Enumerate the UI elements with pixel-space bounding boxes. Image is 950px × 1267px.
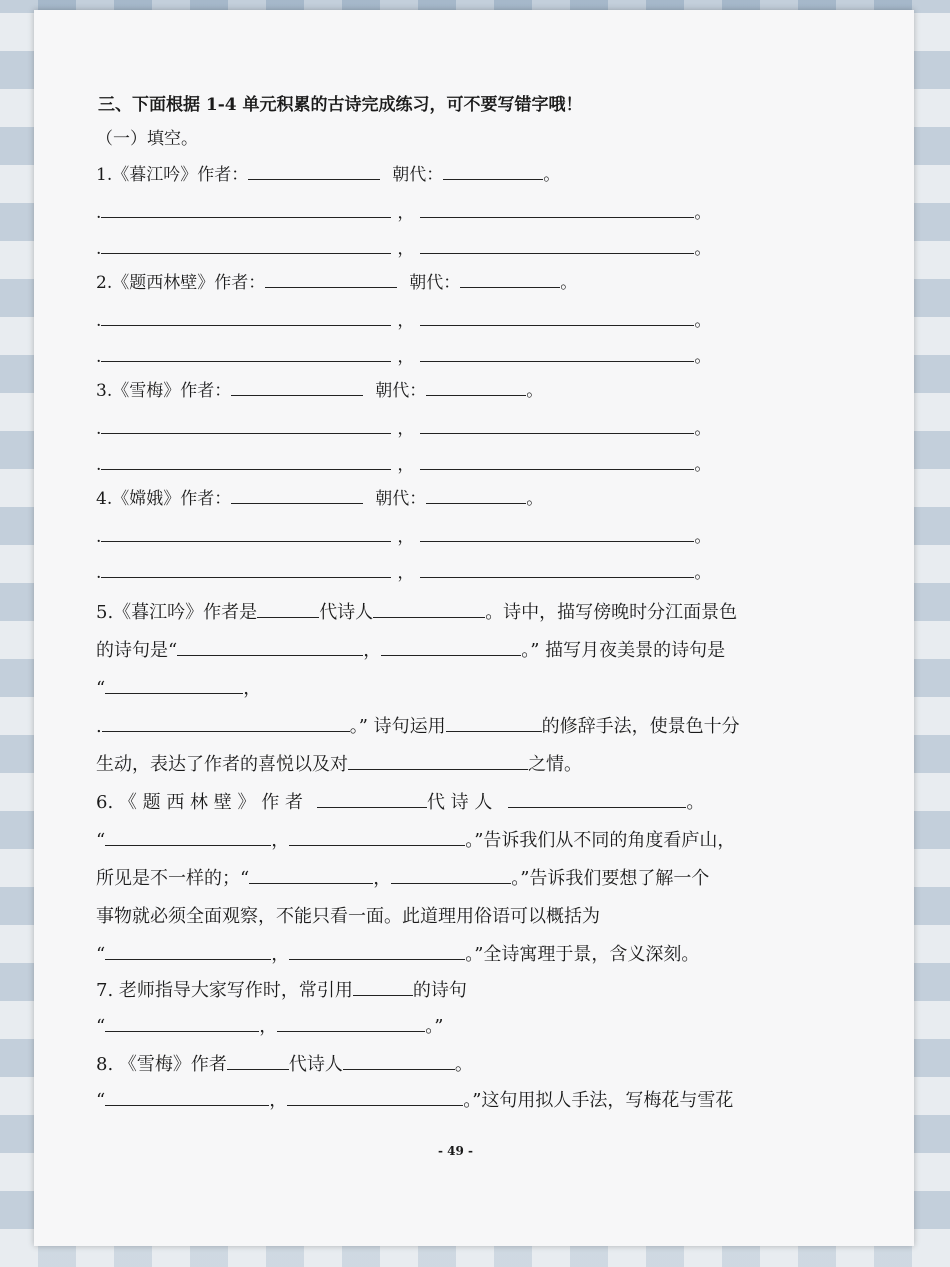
- poem-blank[interactable]: [420, 523, 694, 542]
- line-dot: .: [96, 455, 102, 475]
- item-1-author-blank[interactable]: [248, 161, 380, 180]
- q8-text-c: 。: [454, 1054, 473, 1075]
- q5-author-blank[interactable]: [373, 599, 485, 618]
- item-1-line-2: [96, 234, 711, 259]
- item-3-header: [96, 376, 543, 401]
- q7-poem-blank[interactable]: [353, 977, 413, 996]
- q6-poem-blank[interactable]: [289, 827, 465, 846]
- q8-poem-blank[interactable]: [287, 1087, 463, 1106]
- item-2-line-2: [96, 342, 711, 367]
- q6-text-d: “: [96, 830, 106, 851]
- q6-text-h: ，: [373, 868, 392, 889]
- period: 。: [694, 527, 712, 547]
- q5-text-a: 5.《暮江吟》作者是: [96, 602, 258, 623]
- section-title: 三、下面根据 1-4 单元积累的古诗完成练习，可不要写错字哦！: [98, 95, 583, 115]
- q6-text-b: 代 诗 人: [426, 792, 493, 813]
- q8-text-e: ，: [269, 1090, 288, 1111]
- q5-poem-blank[interactable]: [105, 675, 243, 694]
- q5-text-l: 生动，表达了作者的喜悦以及对: [96, 754, 348, 775]
- item-4-end: 。: [526, 489, 544, 509]
- item-4-author-blank[interactable]: [231, 485, 363, 504]
- q6-line-1: [96, 788, 704, 814]
- line-dot: .: [96, 311, 102, 331]
- q5-line-3: [96, 674, 261, 700]
- q6-poem-blank[interactable]: [391, 865, 511, 884]
- period: 。: [694, 311, 712, 331]
- poem-blank[interactable]: [101, 307, 391, 326]
- comma: ，: [397, 527, 415, 547]
- q8-line-2: [96, 1086, 733, 1112]
- q6-saying-blank[interactable]: [289, 941, 465, 960]
- poem-blank[interactable]: [420, 343, 694, 362]
- item-4-line-2: [96, 558, 711, 583]
- q7-line-1: [96, 976, 467, 1002]
- q5-text-f: 。” 描写月夜美景的诗句是: [521, 640, 726, 661]
- item-4-header: [96, 484, 543, 509]
- poem-blank[interactable]: [101, 235, 391, 254]
- poem-blank[interactable]: [101, 523, 391, 542]
- q5-text-d: 的诗句是“: [96, 640, 178, 661]
- item-1-end: 。: [543, 165, 561, 185]
- q5-line-5: [96, 750, 582, 776]
- q6-line-3: [96, 864, 709, 890]
- item-3-end: 。: [526, 381, 544, 401]
- item-2-header: [96, 268, 577, 293]
- q8-poem-blank[interactable]: [105, 1087, 269, 1106]
- q6-text-i: 。”告诉我们要想了解一个: [511, 868, 710, 889]
- q6-saying-blank[interactable]: [105, 941, 271, 960]
- item-4-dynasty-blank[interactable]: [426, 485, 526, 504]
- period: 。: [694, 419, 712, 439]
- q5-text-k: 的修辞手法，使景色十分: [541, 716, 740, 737]
- q8-text-d: “: [96, 1090, 106, 1111]
- item-3-label: 3.《雪梅》作者：: [96, 381, 232, 401]
- worksheet-page: [34, 10, 914, 1246]
- item-2-end: 。: [560, 273, 578, 293]
- q6-text-a: 6. 《 题 西 林 壁 》 作 者: [96, 792, 303, 813]
- item-1-label: 1.《暮江吟》作者：: [96, 165, 249, 185]
- period: 。: [694, 455, 712, 475]
- item-1-dynasty-blank[interactable]: [443, 161, 543, 180]
- poem-blank[interactable]: [420, 199, 694, 218]
- q5-feeling-blank[interactable]: [348, 751, 528, 770]
- q5-poem-blank[interactable]: [102, 713, 350, 732]
- poem-blank[interactable]: [101, 343, 391, 362]
- q7-line-blank[interactable]: [277, 1013, 425, 1032]
- line-dot: .: [96, 239, 102, 259]
- poem-blank[interactable]: [101, 199, 391, 218]
- q8-text-b: 代诗人: [288, 1054, 343, 1075]
- q6-text-k: “: [96, 944, 106, 965]
- q6-author-blank[interactable]: [508, 789, 686, 808]
- q7-text-b: 的诗句: [412, 980, 467, 1001]
- line-dot: .: [96, 527, 102, 547]
- comma: ，: [397, 563, 415, 583]
- q7-text-d: ，: [259, 1016, 278, 1037]
- item-3-line-2: [96, 450, 711, 475]
- item-2-dynasty-label: 朝代：: [409, 273, 461, 293]
- q6-text-g: 所见是不一样的；“: [96, 868, 250, 889]
- item-4-label: 4.《嫦娥》作者：: [96, 489, 232, 509]
- q6-text-j: 事物就必须全面观察，不能只看一面。此道理用俗语可以概括为: [96, 906, 600, 927]
- comma: ，: [397, 311, 415, 331]
- q8-dynasty-blank[interactable]: [227, 1051, 289, 1070]
- q5-text-j: 。” 诗句运用: [349, 716, 446, 737]
- q6-line-2: [96, 826, 735, 852]
- q5-line-2: [96, 636, 725, 662]
- q6-line-4: [96, 902, 600, 928]
- q7-text-a: 7. 老师指导大家写作时，常引用: [96, 980, 353, 1001]
- q5-text-m: 之情。: [528, 754, 582, 775]
- q5-rhetoric-blank[interactable]: [446, 713, 542, 732]
- period: 。: [694, 563, 712, 583]
- q7-text-c: “: [96, 1016, 106, 1037]
- item-3-author-blank[interactable]: [231, 377, 363, 396]
- item-3-dynasty-blank[interactable]: [426, 377, 526, 396]
- page-number: - 49 -: [438, 1144, 474, 1158]
- q8-author-blank[interactable]: [343, 1051, 455, 1070]
- item-4-line-1: [96, 522, 711, 547]
- q5-text-h: ，: [243, 678, 262, 699]
- q7-text-e: 。”: [425, 1016, 444, 1037]
- period: 。: [694, 347, 712, 367]
- q5-line-1: [96, 598, 737, 624]
- q5-text-b: 代诗人: [319, 602, 374, 623]
- q6-poem-blank[interactable]: [105, 827, 271, 846]
- q6-text-f: 。”告诉我们从不同的角度看庐山，: [465, 830, 736, 851]
- item-1-dynasty-label: 朝代：: [392, 165, 444, 185]
- q6-text-c: 。: [686, 792, 705, 813]
- subsection-title: （一）填空。: [96, 129, 198, 149]
- q5-line-4: [96, 712, 740, 738]
- q5-text-g: “: [96, 678, 106, 699]
- poem-blank[interactable]: [420, 307, 694, 326]
- item-1-header: [96, 160, 560, 185]
- item-4-dynasty-label: 朝代：: [375, 489, 427, 509]
- poem-blank[interactable]: [420, 235, 694, 254]
- item-1-line-1: [96, 198, 711, 223]
- q8-line-1: [96, 1050, 473, 1076]
- q7-line-2: [96, 1012, 443, 1038]
- line-dot: .: [96, 563, 102, 583]
- q6-text-m: 。”全诗寓理于景，含义深刻。: [465, 944, 700, 965]
- period: 。: [694, 203, 712, 223]
- q5-text-i: .: [96, 716, 102, 737]
- comma: ，: [397, 203, 415, 223]
- q5-text-e: ，: [363, 640, 382, 661]
- item-2-label: 2.《题西林壁》作者：: [96, 273, 266, 293]
- q8-text-a: 8. 《雪梅》作者: [96, 1054, 227, 1075]
- q6-text-e: ，: [271, 830, 290, 851]
- q5-text-c: 。诗中，描写傍晚时分江面景色: [485, 602, 738, 623]
- q5-dynasty-blank[interactable]: [257, 599, 319, 618]
- poem-blank[interactable]: [420, 451, 694, 470]
- comma: ，: [397, 239, 415, 259]
- poem-blank[interactable]: [101, 415, 391, 434]
- item-2-dynasty-blank[interactable]: [460, 269, 560, 288]
- q6-text-l: ，: [271, 944, 290, 965]
- line-dot: .: [96, 347, 102, 367]
- line-dot: .: [96, 203, 102, 223]
- line-dot: .: [96, 419, 102, 439]
- item-3-line-1: [96, 414, 711, 439]
- comma: ，: [397, 347, 415, 367]
- poem-blank[interactable]: [420, 559, 694, 578]
- item-3-dynasty-label: 朝代：: [375, 381, 427, 401]
- comma: ，: [397, 455, 415, 475]
- q8-text-f: 。”这句用拟人手法，写梅花与雪花: [463, 1090, 734, 1111]
- q6-dynasty-blank[interactable]: [317, 789, 427, 808]
- q7-line-blank[interactable]: [105, 1013, 259, 1032]
- q5-poem-blank[interactable]: [381, 637, 521, 656]
- item-2-line-1: [96, 306, 711, 331]
- q6-poem-blank[interactable]: [249, 865, 373, 884]
- comma: ，: [397, 419, 415, 439]
- q6-line-5: [96, 940, 699, 966]
- item-2-author-blank[interactable]: [265, 269, 397, 288]
- q5-poem-blank[interactable]: [177, 637, 363, 656]
- period: 。: [694, 239, 712, 259]
- poem-blank[interactable]: [101, 451, 391, 470]
- poem-blank[interactable]: [420, 415, 694, 434]
- poem-blank[interactable]: [101, 559, 391, 578]
